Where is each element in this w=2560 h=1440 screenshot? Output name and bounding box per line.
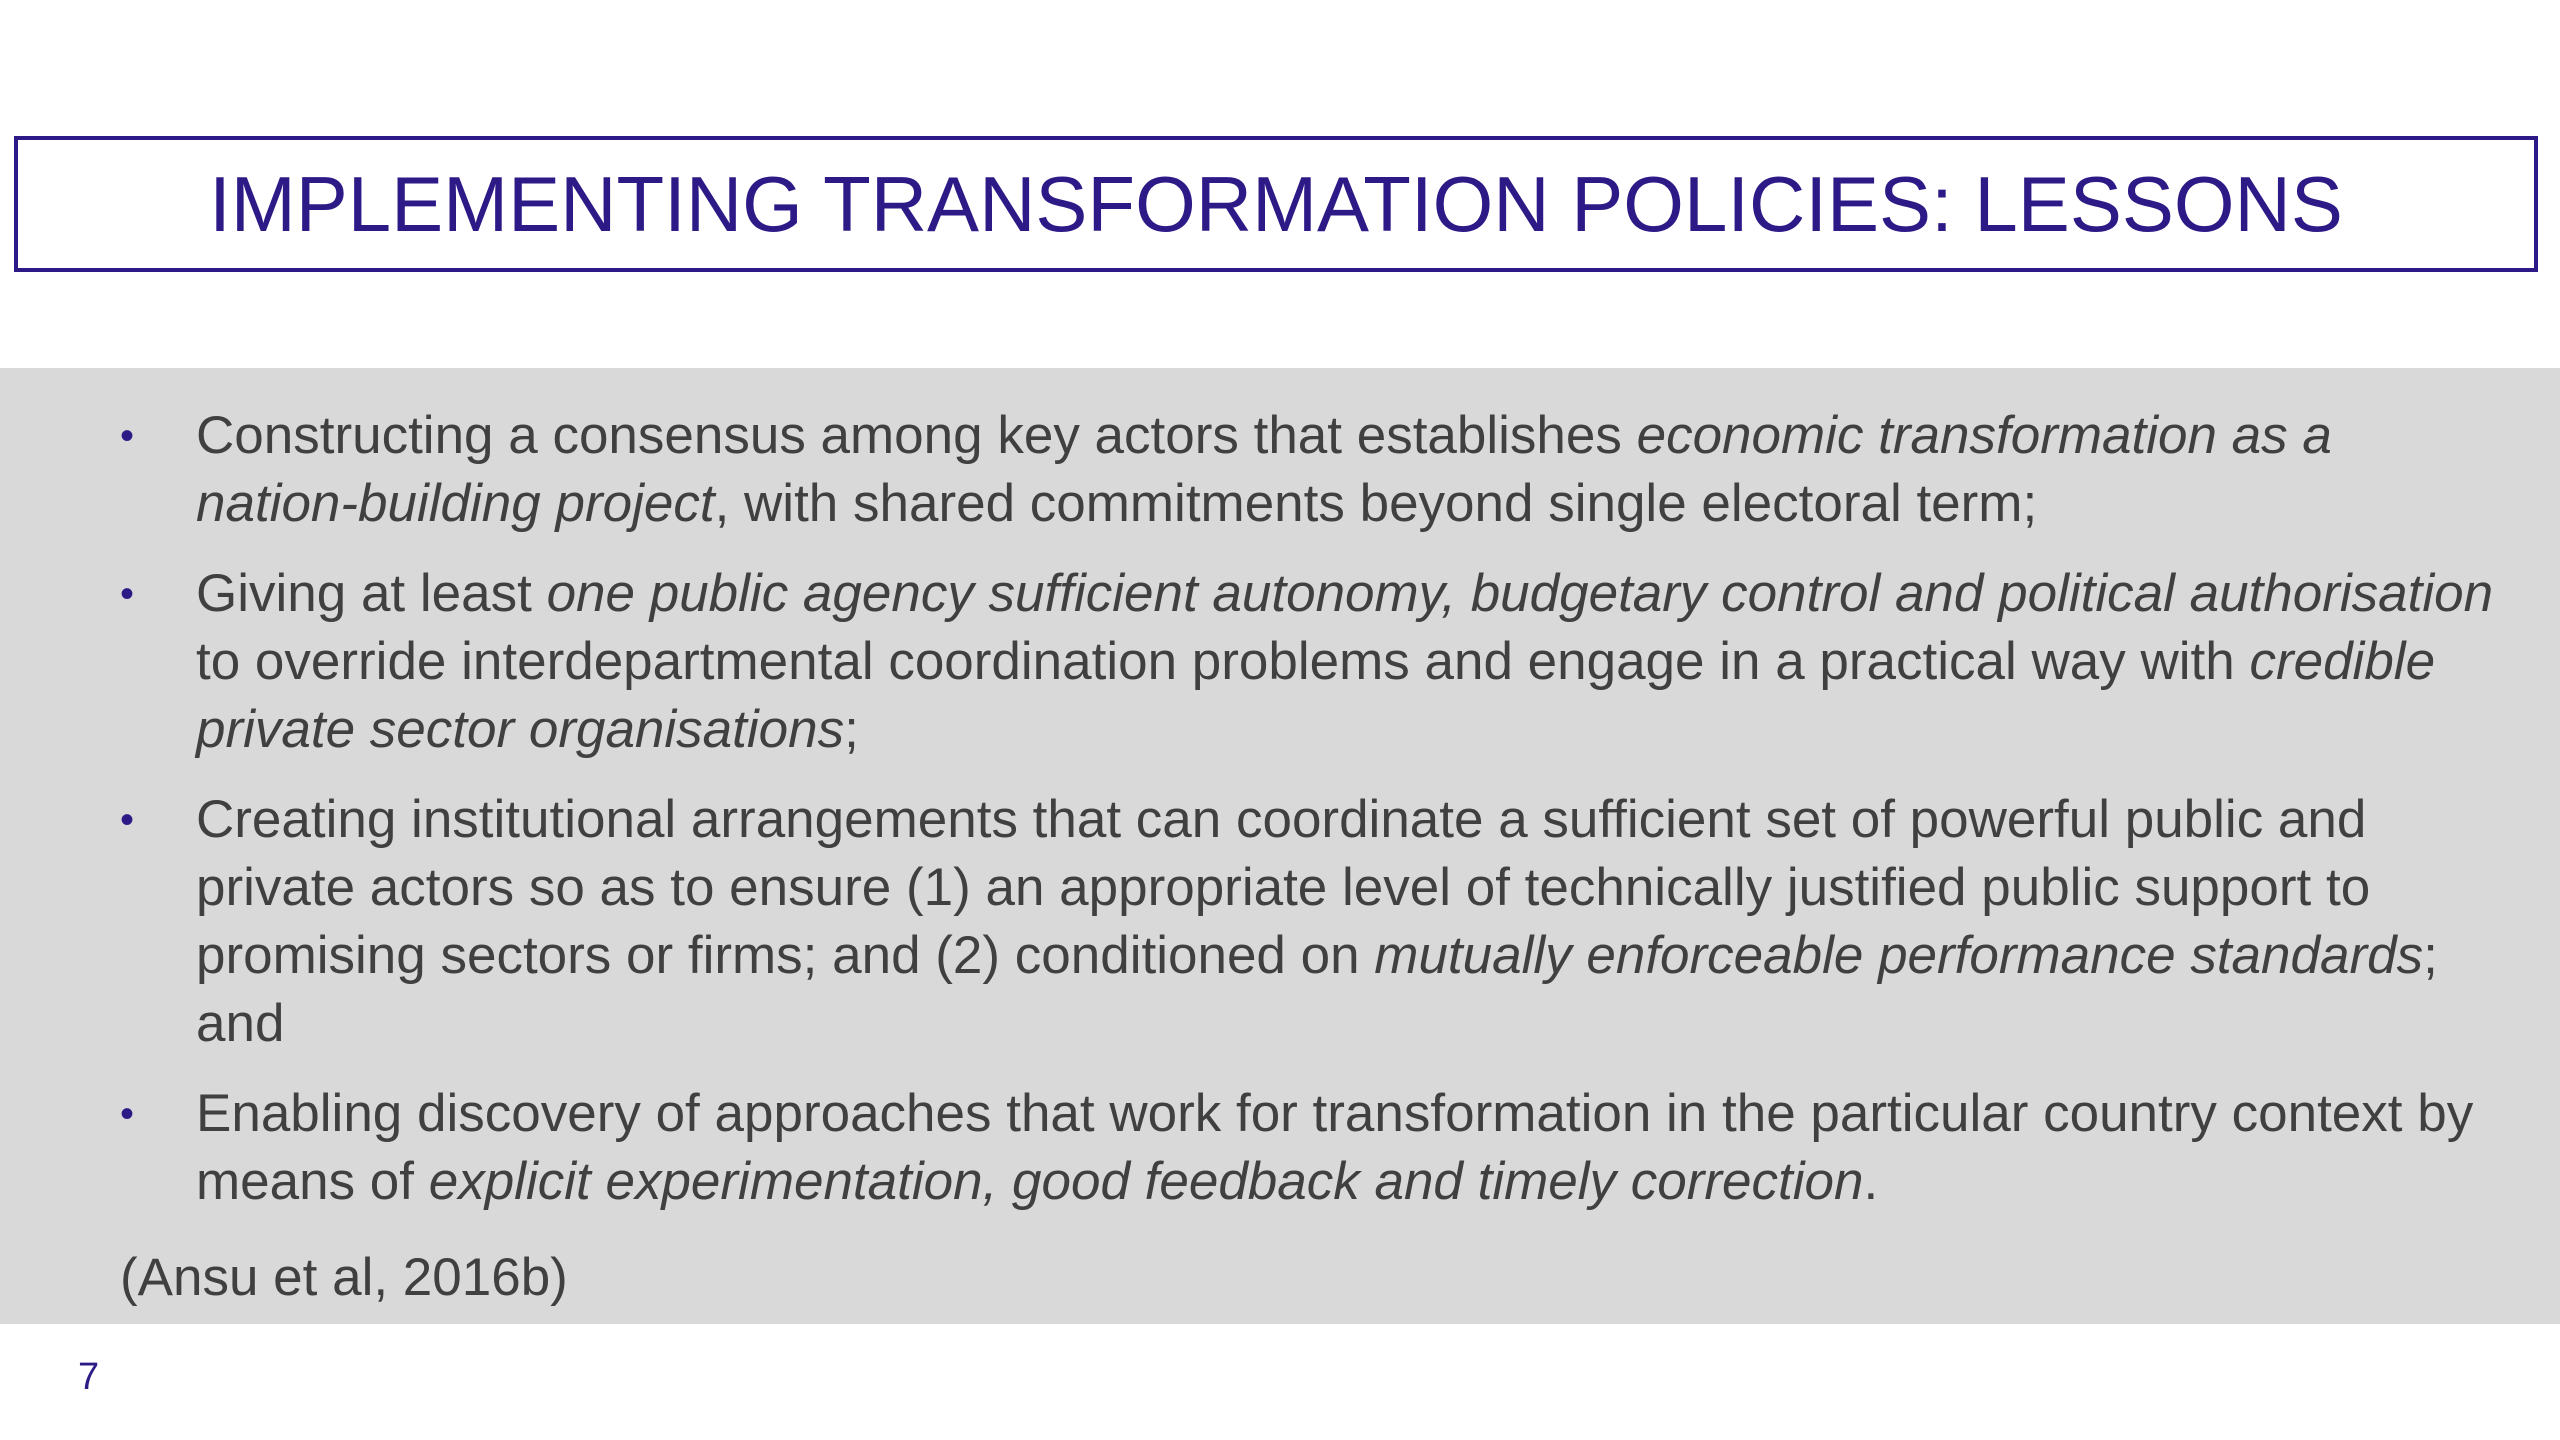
bullet-list xyxy=(120,402,2496,1238)
bullet-text-emphasis: explicit experimentation, good feedback and timely correction xyxy=(428,1152,1864,1211)
bullet-item xyxy=(120,402,2496,538)
bullet-text: Giving at least xyxy=(196,564,547,623)
citation: (Ansu et al, 2016b) xyxy=(120,1248,568,1307)
bullet-text: to override interdepartmental coordination problems and engage in a practical way with xyxy=(196,632,2250,691)
bullet-marker: • xyxy=(120,798,135,842)
bullet-item xyxy=(120,786,2496,1058)
bullet-text: Constructing a consensus among key actors that establishes xyxy=(196,406,1637,465)
bullet-text-emphasis: credible private sector organisations xyxy=(196,632,2436,759)
bullet-item xyxy=(120,1080,2496,1216)
bullet-marker: • xyxy=(120,572,135,616)
bullet-marker: • xyxy=(120,1092,135,1136)
page-number: 7 xyxy=(78,1356,100,1398)
bullet-text: . xyxy=(1863,1152,1879,1211)
bullet-text-emphasis: mutually enforceable performance standards xyxy=(1374,926,2424,985)
bullet-item xyxy=(120,560,2496,764)
slide-title: IMPLEMENTING TRANSFORMATION POLICIES: LESSONS xyxy=(209,159,2343,248)
bullet-text: Enabling discovery of approaches that work for transformation in the particular country context by means of xyxy=(196,1084,2474,1211)
bullet-text-emphasis: economic transformation as a nation-building project xyxy=(196,406,2332,533)
bullet-text-emphasis: one public agency sufficient autonomy, budgetary control and political authorisation xyxy=(546,564,2494,623)
bullet-text: , with shared commitments beyond single electoral term; xyxy=(714,474,2038,533)
slide-title-box xyxy=(14,136,2538,272)
bullet-text: ; and xyxy=(196,926,2438,1053)
bullet-marker: • xyxy=(120,414,135,458)
bullet-text: ; xyxy=(844,700,859,759)
bullet-text: Creating institutional arrangements that can coordinate a sufficient set of powerful public and private actors so as to ensure (1) an appropriate level of technically justified public support to promising sectors or firms; and (2) conditioned on xyxy=(196,790,2371,985)
